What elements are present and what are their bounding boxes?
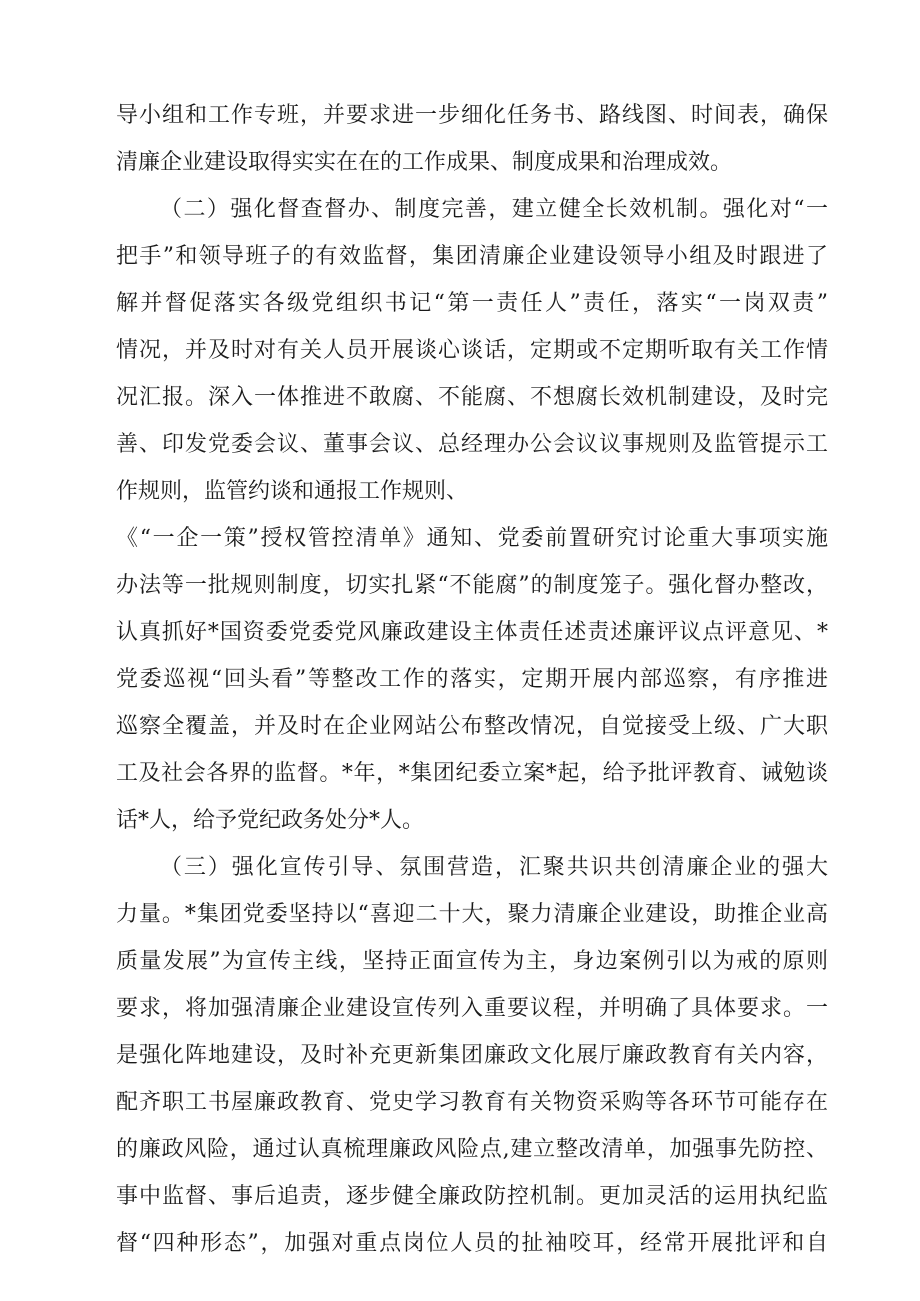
text-line: 情况，并及时对有关人员开展谈心谈话，定期或不定期听取有关工作情	[116, 338, 828, 363]
text-line: 的廉政风险，通过认真梳理廉政风险点,建立整改清单，加强事先防控、	[116, 1137, 828, 1162]
text-line: 质量发展”为宣传主线，坚持正面宣传为主，身边案例引以为戒的原则	[116, 949, 828, 974]
section-heading-line: （三）强化宣传引导、氛围营造，汇聚共识共创清廉企业的强大	[160, 855, 828, 880]
text-line: 督“四种形态”，加强对重点岗位人员的扯袖咬耳，经常开展批评和自	[116, 1231, 828, 1256]
text-line: 解并督促落实各级党组织书记“第一责任人”责任，落实“一岗双责”	[116, 291, 828, 316]
section-heading-line: （二）强化督查督办、制度完善，建立健全长效机制。强化对“一	[160, 197, 828, 222]
text-line: 认真抓好*国资委党委党风廉政建设主体责任述责述廉评议点评意见、*	[116, 620, 828, 645]
text-line: 力量。*集团党委坚持以“喜迎二十大，聚力清廉企业建设，助推企业高	[116, 902, 828, 927]
text-line: 党委巡视“回头看”等整改工作的落实，定期开展内部巡察，有序推进	[116, 667, 828, 692]
text-line: 配齐职工书屋廉政教育、党史学习教育有关物资采购等各环节可能存在	[116, 1090, 828, 1115]
text-line: 清廉企业建设取得实实在在的工作成果、制度成果和治理成效。	[116, 150, 733, 175]
text-line: 巡察全覆盖，并及时在企业网站公布整改情况，自觉接受上级、广大职	[116, 714, 828, 739]
text-line: 况汇报。深入一体推进不敢腐、不能腐、不想腐长效机制建设，及时完	[116, 385, 828, 410]
text-line: 善、印发党委会议、董事会议、总经理办公会议议事规则及监管提示工	[116, 432, 828, 457]
text-line: 事中监督、事后追责，逐步健全廉政防控机制。更加灵活的运用执纪监	[116, 1184, 828, 1209]
text-line: 作规则，监管约谈和通报工作规则、	[116, 479, 469, 504]
text-line: 要求，将加强清廉企业建设宣传列入重要议程，并明确了具体要求。一	[116, 996, 828, 1021]
text-line: 导小组和工作专班，并要求进一步细化任务书、路线图、时间表，确保	[116, 103, 828, 128]
text-line: 工及社会各界的监督。*年，*集团纪委立案*起，给予批评教育、诫勉谈	[116, 761, 828, 786]
text-line: 是强化阵地建设，及时补充更新集团廉政文化展厅廉政教育有关内容，	[116, 1043, 828, 1068]
text-line: 把手”和领导班子的有效监督，集团清廉企业建设领导小组及时跟进了	[116, 244, 828, 269]
text-line: 《“一企一策”授权管控清单》通知、党委前置研究讨论重大事项实施	[116, 526, 828, 551]
text-line: 办法等一批规则制度，切实扎紧“不能腐”的制度笼子。强化督办整改，	[116, 573, 828, 598]
text-line: 话*人，给予党纪政务处分*人。	[116, 808, 425, 833]
